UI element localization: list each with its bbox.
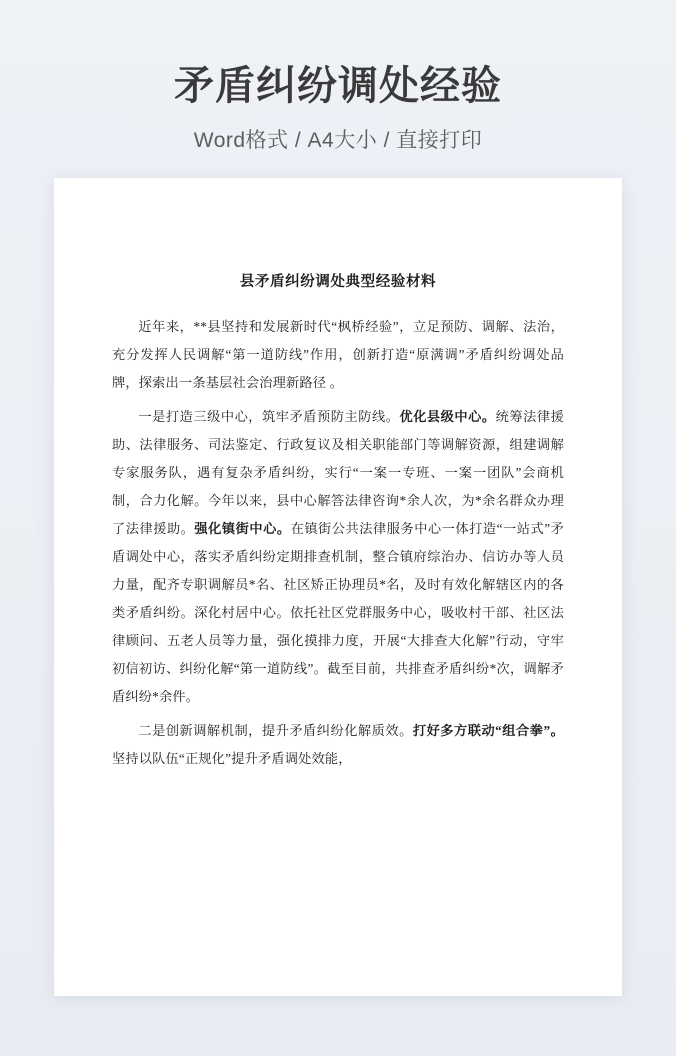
document-paragraphs [112, 313, 564, 773]
document-paragraph [112, 717, 564, 773]
paragraph-run: 近年来，**县坚持和发展新时代“枫桥经验”，立足预防、调解、法治，充分发挥人民调解“第一道防线”作用，创新打造“原满调”矛盾纠纷调处品牌，探索出一条基层社会治理新路径 。 [112, 319, 564, 390]
paragraph-run: 在镇街公共法律服务中心一体打造“一站式”矛盾调处中心，落实矛盾纠纷定期排查机制，整合镇府综治办、信访办等人员力量，配齐专职调解员*名、社区矫正协理员*名，及时有效化解辖区内的各类矛盾纠纷。深化村居中心。依托社区党群服务中心，吸收村干部、社区法律顾问、五老人员等力量，强化摸排力度，开展“大排查大化解”行动，守牢初信初访、纠纷化解“第一道防线”。截至目前，共排查矛盾纠纷*次，调解矛盾纠纷*余件。 [112, 520, 565, 704]
paragraph-run: 统筹法律援助、法律服务、司法鉴定、行政复议及相关职能部门等调解资源，组建调解专家服务队，遇有复杂矛盾纠纷，实行“一案一专班、一案一团队”会商机制，合力化解。今年以来，县中心解答法律咨询*余人次，为*余名群众办理了法律援助。 [112, 408, 564, 536]
header [0, 0, 676, 154]
paragraph-run-bold: 打好多方联动“组合拳”。 [412, 722, 564, 738]
document-body [54, 178, 622, 996]
paragraph-run: 坚持以队伍“正规化”提升矛盾调处效能， [112, 750, 352, 766]
paragraph-run: 二是创新调解机制，提升矛盾纠纷化解质效。 [138, 722, 413, 738]
paragraph-run: 一是打造三级中心，筑牢矛盾预防主防线。 [138, 408, 400, 424]
document-paragraph [112, 313, 564, 397]
document-paragraph [112, 403, 564, 711]
paragraph-run-bold: 强化镇街中心。 [194, 520, 291, 536]
page-subtitle: Word格式 / A4大小 / 直接打印 [193, 129, 483, 152]
paragraph-run-bold: 优化县级中心。 [399, 408, 496, 424]
document-title: 县矛盾纠纷调处典型经验材料 [239, 274, 437, 290]
page-title: 矛盾纠纷调处经验 [174, 64, 502, 108]
document-preview[interactable] [54, 178, 622, 996]
